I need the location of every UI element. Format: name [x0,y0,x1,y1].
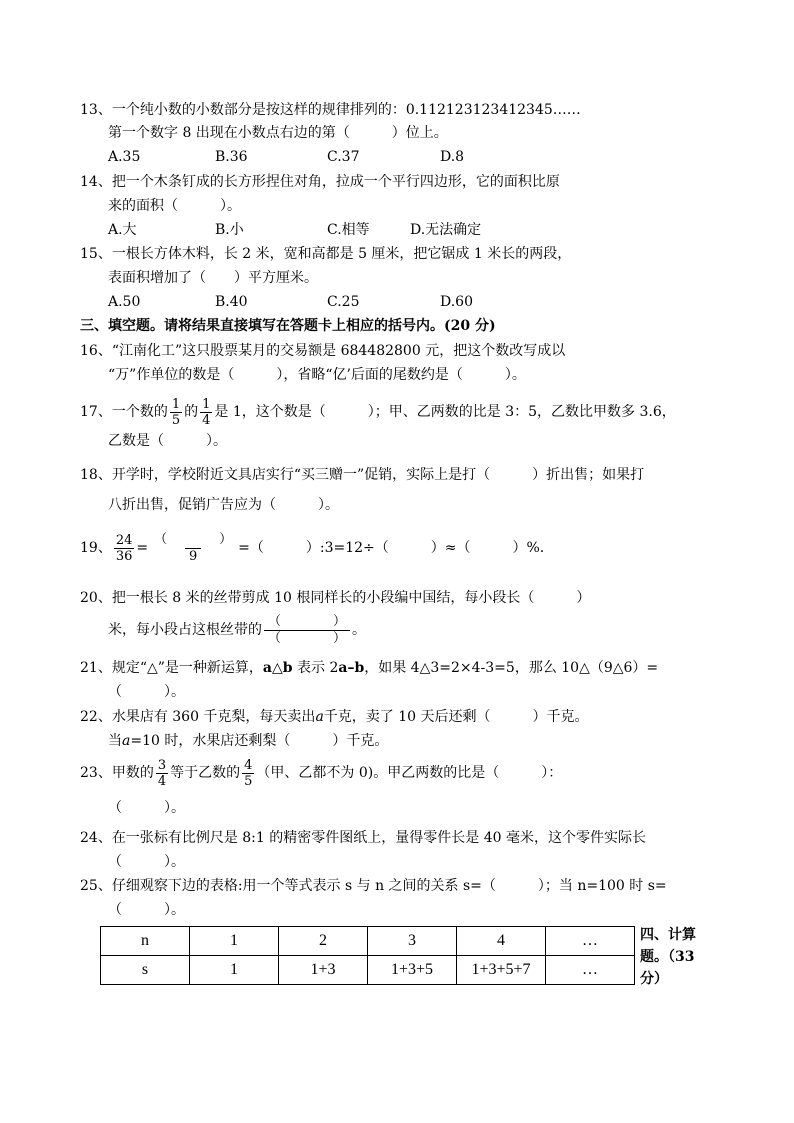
q25-line1: 25、仔细观察下边的表格:用一个等式表示 s 与 n 之间的关系 s=（ ）；当 n=100 时 s= [80,878,667,894]
q13-line1: 13、一个纯小数的小数部分是按这样的规律排列的：0.112123123412345…… [80,102,581,118]
table-cell: 4 [457,927,546,956]
q23-prefix: 23、甲数的 [80,765,154,781]
q19-frac1-num: 24 [115,532,133,548]
table-cell: 1+3+5 [368,956,457,985]
q22-var-a: a [315,709,324,725]
q20-line2-prefix: 米，每小段占这根丝带的 [108,622,262,638]
q19-eq: = [136,540,149,556]
q17-prefix: 17、一个数的 [80,404,168,420]
q17-frac1-den: 5 [171,412,181,428]
q19-frac2-den: 9 [185,548,201,565]
table-cell: 1 [190,956,279,985]
table-row [101,927,635,956]
q20-fraction [264,614,350,647]
q13-line2: 第一个数字 8 出现在小数点右边的第（ ）位上。 [108,125,448,141]
q16-line2: “万”作单位的数是（ ），省略“亿’后面的尾数约是（ ）。 [108,367,526,383]
q14-line1: 14、把一个木条钉成的长方形捏住对角，拉成一个平行四边形，它的面积比原 [80,174,560,190]
q19-frac1-den: 36 [115,548,133,564]
q23-fraction-2 [242,758,254,789]
table-cell: 3 [368,927,457,956]
q20-frac-den: （ ） [264,630,350,647]
q22-line1 [80,708,589,726]
q23-frac1-num: 3 [157,757,167,773]
table-cell: 1+3 [279,956,368,985]
q22-line1-suffix: 千克，卖了 10 天后还剩（ ）千克。 [323,709,589,725]
q21-var-b: b [354,660,365,676]
q18-line1: 18、开学时，学校附近文具店实行“买三赠一”促销，实际上是打（ ）折出售；如果打 [80,467,645,483]
section4-title: 四、计算题。（33 分） [640,927,696,987]
q13-option-a: A.35 [108,149,141,165]
q17-line1 [80,394,676,430]
q20-line1: 20、把一根长 8 米的丝带剪成 10 根同样长的小段编中国结，每小段长（ ） [80,590,591,606]
q13-option-b: B.36 [215,149,248,165]
pattern-table [100,926,635,985]
q21-var-a: a [338,660,348,676]
q13-option-c: C.37 [327,149,360,165]
q20-line2-suffix: 。 [352,622,367,638]
q22-line2 [108,732,388,750]
q17-fraction-2 [200,397,212,428]
q14-option-d: D.无法确定 [410,222,482,238]
q21-op: a△b [262,660,293,676]
q21-mid: 表示 2 [292,660,339,676]
q21-line2: （ ）。 [108,684,185,700]
q21-suffix: ，如果 4△3=2×4-3=5，那么 10△（9△6）= [364,660,659,676]
section3-title: 三、填空题。请将结果直接填写在答题卡上相应的括号内。(20 分) [80,318,496,334]
table-cell: 1+3+5+7 [457,956,546,985]
q19-frac2-num: （ ） [154,531,233,547]
q23-mid: 等于乙数的 [170,765,241,781]
table-cell: 2 [279,927,368,956]
table-cell: s [101,956,190,985]
q19-fraction-1 [114,533,135,564]
q17-suffix: 是 1，这个数是（ ）；甲、乙两数的比是 3：5，乙数比甲数多 3.6， [214,404,676,420]
table-cell: … [546,927,635,956]
q15-option-c: C.25 [327,294,360,310]
q19-prefix: 19、 [80,540,112,556]
q22-var-a-2: a [122,733,131,749]
q23-frac1-den: 4 [157,773,167,789]
q16-line1: 16、“江南化工”这只股票某月的交易额是 684482800 元，把这个数改写成以 [80,343,566,359]
q23-line1 [80,755,562,791]
table-cell: … [546,956,635,985]
q18-line2: 八折出售，促销广告应为（ ）。 [108,497,339,513]
q15-line2: 表面积增加了（ ）平方厘米。 [108,270,318,286]
table-cell: 1 [190,927,279,956]
q23-frac2-num: 4 [244,757,253,773]
q15-option-d: D.60 [440,294,473,310]
q23-frac2-den: 5 [244,773,253,789]
q20-line2 [108,612,366,648]
q21-prefix: 21、规定“△”是一种新运算， [80,660,263,676]
q15-option-b: B.40 [215,294,248,310]
q14-option-c: C.相等 [327,222,370,238]
q17-line2: 乙数是（ ）。 [108,433,227,449]
q15-option-a: A.50 [108,294,141,310]
q14-line2: 来的面积（ ）。 [108,198,241,214]
q22-line2-prefix: 当 [108,733,122,749]
q17-fraction-1 [170,397,182,428]
q15-line1: 15、一根长方体木料，长 2 米，宽和高都是 5 厘米，把它锯成 1 米长的两段， [80,246,572,262]
q23-line2: （ ）。 [108,800,185,816]
q21-minus: – [347,660,355,676]
q17-mid: 的 [184,404,199,420]
q13-option-d: D.8 [440,149,465,165]
q17-frac1-num: 1 [171,396,181,412]
q20-frac-num: （ ） [268,613,347,629]
q14-option-a: A.大 [108,222,137,238]
table-row [101,956,635,985]
q19-suffix: =（ ）:3=12÷（ ）≈（ ）%. [238,540,545,556]
q19-fraction-2 [150,532,236,565]
q22-line2-suffix: =10 时，水果店还剩梨（ ）千克。 [130,733,389,749]
q17-frac2-den: 4 [202,412,211,428]
q17-frac2-num: 1 [202,396,211,412]
q19-line [80,528,544,568]
q14-option-b: B.小 [215,222,244,238]
q24-line1: 24、在一张标有比例尺是 8:1 的精密零件图纸上，量得零件长是 40 毫米，这个零件实际长 [80,830,646,846]
q25-line2: （ ）。 [108,902,185,918]
table-cell: n [101,927,190,956]
q21-line1 [80,659,658,677]
q22-line1-prefix: 22、水果店有 360 千克梨，每天卖出 [80,709,316,725]
q23-suffix: （甲、乙都不为 0)。甲乙两数的比是（ ）： [256,765,563,781]
q24-line2: （ ）。 [108,854,185,870]
q23-fraction-1 [156,758,168,789]
